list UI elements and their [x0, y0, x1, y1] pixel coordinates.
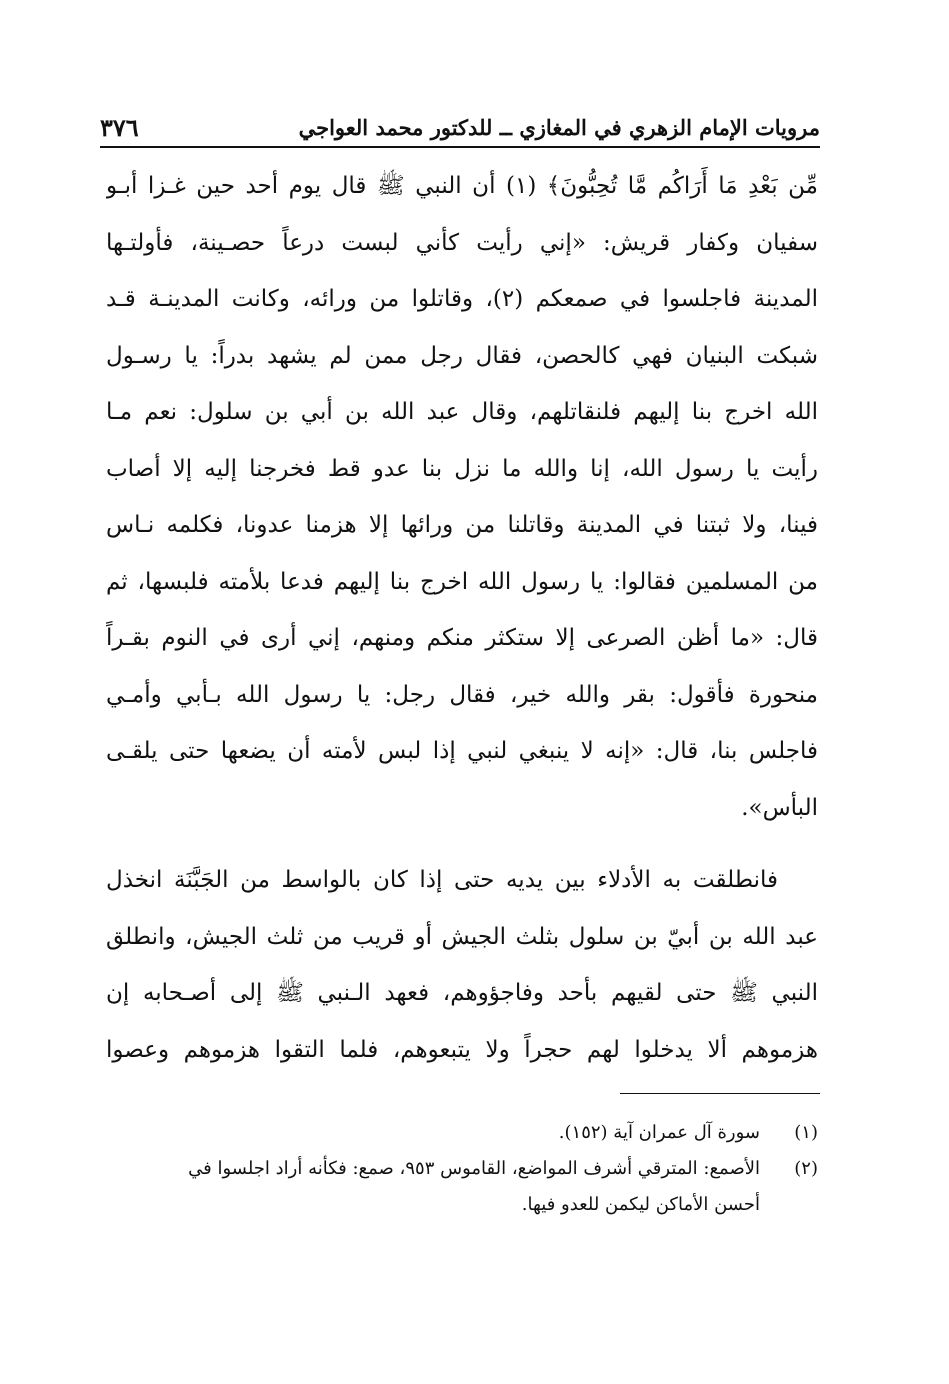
footnote-continuation: أحسن الأماكن ليكمن للعدو فيها. — [521, 1194, 760, 1215]
paragraph-1 — [106, 158, 818, 836]
text-line: عبد الله بن أبيّ بن سلول بثلث الجيش أو قريب من ثلث الجيش، وانطلق — [106, 923, 818, 950]
header-rule — [100, 146, 820, 148]
text-line: منحورة فأقول: بقر والله خير، فقال رجل: يا رسول الله بـأبي وأمـي — [106, 681, 818, 708]
footnote-text: سورة آل عمران آية (١٥٢). — [558, 1122, 760, 1143]
text-line: البأس». — [741, 794, 818, 821]
text-line: من المسلمين فقالوا: يا رسول الله اخرج بنا إليهم فدعا بلأمته فلبسها، ثم — [106, 568, 818, 595]
text-line: قال: «ما أظن الصرعى إلا ستكثر منكم ومنهم، إني أرى في النوم بقـراً — [106, 625, 818, 651]
page-number: ٣٧٦ — [100, 112, 139, 142]
text-line: النبي ﷺ حتى لقيهم بأحد وفاجؤوهم، فعهد الـنبي ﷺ إلى أصـحابه إن — [106, 980, 818, 1006]
footnote-item — [106, 1151, 818, 1187]
text-line: الله اخرج بنا إليهم فلنقاتلهم، وقال عبد الله بن أبي بن سلول: نعم مـا — [106, 399, 818, 425]
footnote-separator — [620, 1093, 820, 1094]
text-line: فينا، ولا ثبتنا في المدينة وقاتلنا من ورائها إلا هزمنا عدونا، فكلمه نـاس — [106, 512, 818, 538]
footnote-number: (١) — [794, 1122, 818, 1143]
text-line: مِّن بَعْدِ مَا أَرَاكُم مَّا تُحِبُّونَ﴾ (١) أن النبي ﷺ قال يوم أحد حين غـزا أبـو — [106, 173, 818, 199]
footnote-item — [106, 1115, 818, 1151]
header-title: مرويات الإمام الزهري في المغازي ــ للدكتور محمد العواجي — [298, 114, 820, 140]
footnotes — [106, 1115, 818, 1223]
text-line: المدينة فاجلسوا في صمعكم (٢)، وقاتلوا من ورائه، وكانت المدينـة قـد — [106, 286, 818, 312]
text-line: هزموهم ألا يدخلوا لهم حجراً ولا يتبعوهم، فلما التقوا هزموهم وعصوا — [106, 1036, 818, 1063]
footnote-text: الأصمع: المترقي أشرف المواضع، القاموس ٩٥٣، صمع: فكأنه أراد اجلسوا في — [188, 1158, 760, 1179]
text-line: سفيان وكفار قريش: «إني رأيت كأني لبست درعاً حصـينة، فأولتـها — [106, 229, 818, 256]
text-line: فاجلس بنا، قال: «إنه لا ينبغي لنبي إذا لبس لأمته أن يضعها حتى يلقـى — [106, 738, 818, 764]
text-line: رأيت يا رسول الله، إنا والله ما نزل بنا عدو قط فخرجنا إليه إلا أصاب — [106, 455, 818, 482]
paragraph-gap — [106, 836, 818, 852]
text-line: فانطلقت به الأدلاء بين يديه حتى إذا كان بالواسط من الجَبَّنَة انخذل — [106, 867, 778, 893]
text-line: شبكت البنيان فهي كالحصن، فقال رجل ممن لم يشهد بدراً: يا رسـول — [106, 342, 818, 369]
footnote-number: (٢) — [794, 1158, 818, 1179]
paragraph-2 — [106, 852, 818, 1078]
running-header — [100, 112, 820, 142]
body-text — [106, 158, 818, 1078]
